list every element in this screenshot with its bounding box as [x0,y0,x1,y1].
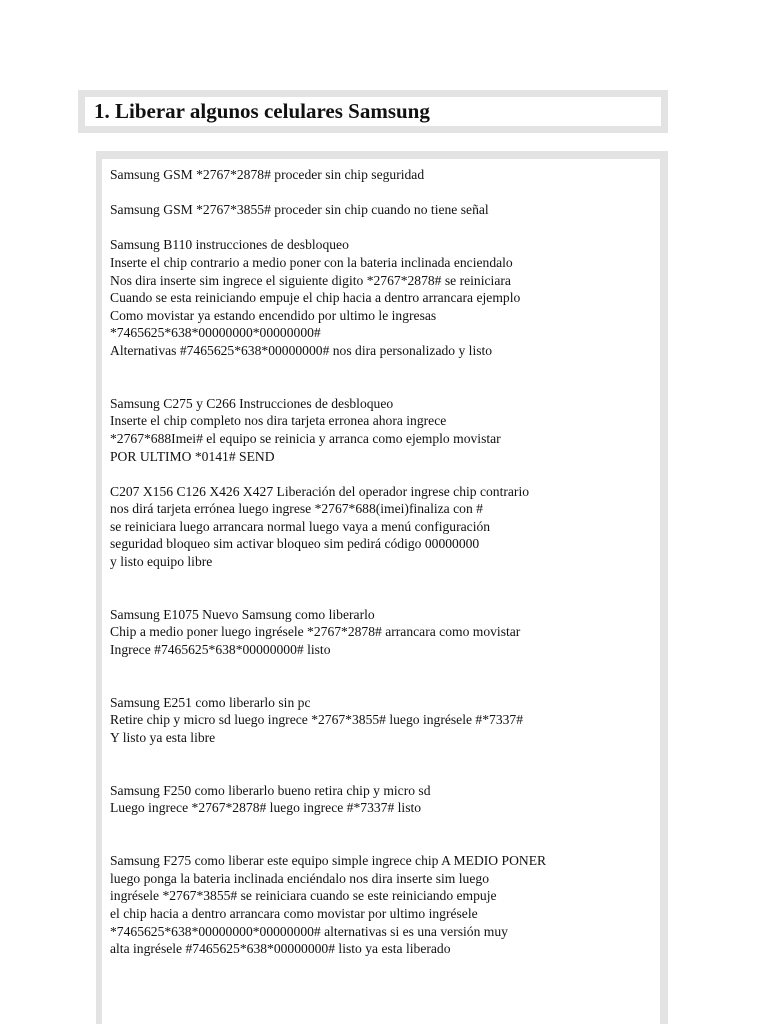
instruction-block [110,236,660,359]
text-line: Samsung F275 como liberar este equipo simple ingrece chip A MEDIO PONER [110,853,547,869]
text-line: nos dirá tarjeta errónea luego ingrese *2767*688(imei)finaliza con # [110,501,483,517]
text-line: Ingrece #7465625*638*00000000# listo [110,642,331,658]
text-line: Alternativas #7465625*638*00000000# nos dira personalizado y listo [110,342,493,358]
text-line: *7465625*638*00000000*00000000# alternativas si es una versión muy [110,923,508,939]
text-line: y listo equipo libre [110,554,213,570]
instruction-block [110,694,660,747]
instruction-block [110,395,660,465]
text-line: seguridad bloqueo sim activar bloqueo sim pedirá código 00000000 [110,536,480,552]
content-box [102,159,660,1024]
text-line: Como movistar ya estando encendido por ultimo le ingresas [110,307,437,323]
text-line: Luego ingrece *2767*2878# luego ingrece #*7337# listo [110,800,422,816]
text-line: se reiniciara luego arrancara normal luego vaya a menú configuración [110,518,491,534]
text-line: Samsung E1075 Nuevo Samsung como liberarlo [110,606,375,622]
section-heading-frame [78,90,668,133]
section-heading: 1. Liberar algunos celulares Samsung [94,99,430,123]
instruction-block [110,606,660,659]
instruction-block [110,483,660,571]
text-line: POR ULTIMO *0141# SEND [110,448,275,464]
instruction-block [110,852,660,958]
text-line: Y listo ya esta libre [110,730,216,745]
text-line: *7465625*638*00000000*00000000# [110,325,321,341]
text-line: luego ponga la bateria inclinada enciéndalo nos dira inserte sim luego [110,870,489,886]
text-line: Nos dira inserte sim ingrece el siguiente digito *2767*2878# se reiniciara [110,272,511,288]
text-line: *2767*688Imei# el equipo se reinicia y arranca como ejemplo movistar [110,430,501,446]
text-line: C207 X156 C126 X426 X427 Liberación del operador ingrese chip contrario [110,483,530,499]
instruction-block [110,201,660,219]
text-line: el chip hacia a dentro arrancara como movistar por ultimo ingrésele [110,905,478,921]
text-line: Samsung GSM *2767*3855# proceder sin chip cuando no tiene señal [110,202,489,218]
text-line: Samsung GSM *2767*2878# proceder sin chip seguridad [110,167,425,182]
text-line: Inserte el chip contrario a medio poner con la bateria inclinada enciendalo [110,254,513,270]
text-line: Retire chip y micro sd luego ingrece *2767*3855# luego ingrésele #*7337# [110,712,524,728]
text-line: Cuando se esta reiniciando empuje el chip hacia a dentro arrancara ejemplo [110,290,521,306]
instruction-block [110,166,660,184]
text-line: Samsung F250 como liberarlo bueno retira chip y micro sd [110,782,431,798]
instruction-block [110,782,660,817]
text-line: Samsung E251 como liberarlo sin pc [110,694,311,710]
text-line: Samsung B110 instrucciones de desbloqueo [110,237,349,253]
text-line: Samsung C275 y C266 Instrucciones de desbloqueo [110,395,394,411]
section-heading-box [85,97,661,126]
text-line: alta ingrésele #7465625*638*00000000# listo ya esta liberado [110,941,451,957]
content-frame [96,151,668,1024]
text-line: ingrésele *2767*3855# se reiniciara cuando se este reiniciando empuje [110,888,497,904]
text-line: Chip a medio poner luego ingrésele *2767*2878# arrancara como movistar [110,624,521,640]
text-line: Inserte el chip completo nos dira tarjeta erronea ahora ingrece [110,413,447,429]
